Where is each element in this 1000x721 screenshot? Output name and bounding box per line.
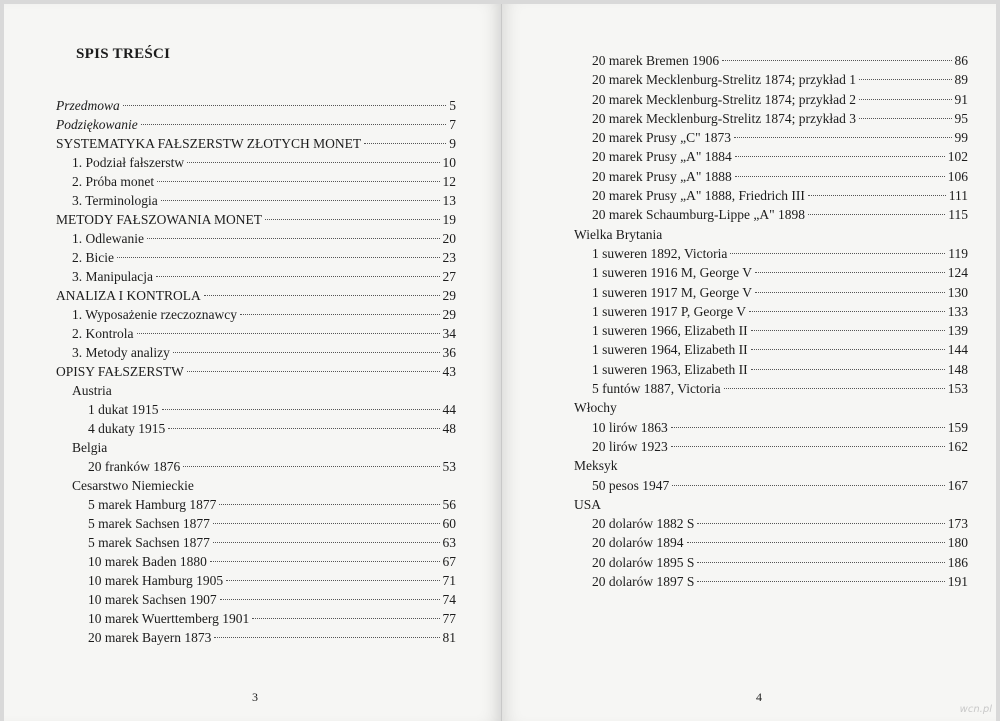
toc-entry-page: 74 [442,592,456,607]
dot-leader [226,580,439,581]
toc-entry-title: 20 dolarów 1897 S [592,574,695,590]
toc-entry-page: 44 [442,402,456,417]
toc-entry-page: 12 [442,174,456,189]
toc-entry-title: METODY FAŁSZOWANIA MONET [56,212,262,227]
toc-entry-title: Cesarstwo Niemieckie [72,478,194,493]
toc-entry-title: 1 suweren 1963, Elizabeth II [592,361,748,377]
dot-leader [697,581,944,582]
toc-entry [56,459,456,478]
toc-entry-page: 99 [954,130,968,146]
toc-entry [574,92,968,111]
toc-entry [574,400,968,419]
dot-leader [219,504,439,505]
toc-entry-page: 48 [442,421,456,436]
toc-entry-page: 115 [948,207,968,223]
toc-entry [56,231,456,250]
dot-leader [751,349,945,350]
toc-entry-page: 27 [442,269,456,284]
toc-entry [56,497,456,516]
toc-entry [574,207,968,226]
toc-entry-title: 1 suweren 1917 P, George V [592,303,746,319]
dot-leader [137,333,440,334]
dot-leader [162,409,440,410]
toc-entry [574,420,968,439]
toc-entry [574,362,968,381]
dot-leader [117,257,440,258]
dot-leader [735,156,945,157]
dot-leader [734,137,952,138]
toc-entry-title: 20 dolarów 1894 [592,535,684,551]
dot-leader [749,311,945,312]
toc-entry-title: 1 dukat 1915 [88,402,159,417]
toc-entry-title: Przedmowa [56,98,120,113]
toc-heading: SPIS TREŚCI [76,46,171,62]
dot-leader [157,181,439,182]
toc-entry-title: 20 dolarów 1882 S [592,516,695,532]
dot-leader [687,542,945,543]
toc-entry [56,535,456,554]
dot-leader [156,276,440,277]
toc-entry-page: 102 [947,149,968,165]
toc-entry-page: 7 [449,117,456,132]
toc-entry [574,516,968,535]
toc-entry-title: 1 suweren 1916 M, George V [592,265,752,281]
toc-entry-page: 13 [442,193,456,208]
toc-entry-page: 77 [442,611,456,626]
toc-entry-title: 1. Odlewanie [72,231,144,246]
toc-entry-page: 111 [948,188,968,204]
dot-leader [751,330,945,331]
toc-entry-title: 1 suweren 1917 M, George V [592,284,752,300]
toc-entry [56,174,456,193]
toc-entry-page: 186 [947,554,968,570]
toc-entry-page: 60 [442,516,456,531]
toc-entry [56,155,456,174]
toc-entry-page: 95 [954,110,968,126]
dot-leader [755,292,945,293]
toc-entry-page: 148 [947,361,968,377]
toc-entry-title: 3. Metody analizy [72,345,170,360]
toc-entry [574,265,968,284]
toc-entry-page: 71 [442,573,456,588]
toc-entry [574,130,968,149]
toc-entry [574,285,968,304]
toc-entry-title: 1 suweren 1966, Elizabeth II [592,323,748,339]
watermark: wcn.pl [959,704,992,715]
toc-entry-title: 2. Bicie [72,250,114,265]
toc-entry-title: 2. Kontrola [72,326,134,341]
toc-list-left [56,98,456,649]
page-number-right: 4 [756,690,762,704]
toc-entry [56,212,456,231]
toc-entry [574,555,968,574]
toc-entry [56,440,456,459]
toc-entry-title: 1 suweren 1892, Victoria [592,245,728,261]
toc-entry [56,478,456,497]
dot-leader [168,428,439,429]
dot-leader [859,118,951,119]
toc-entry [56,136,456,155]
toc-entry-title: 4 dukaty 1915 [88,421,166,436]
toc-entry-page: 130 [947,284,968,300]
toc-entry-title: 20 marek Prusy „A" 1884 [592,149,732,165]
toc-entry-page: 139 [947,323,968,339]
toc-entry [56,516,456,535]
dot-leader [141,124,447,125]
dot-leader [859,99,951,100]
toc-entry-page: 106 [947,168,968,184]
dot-leader [214,637,439,638]
toc-entry [56,383,456,402]
toc-entry-page: 153 [947,381,968,397]
dot-leader [240,314,440,315]
toc-entry-page: 19 [442,212,456,227]
toc-entry [574,458,968,477]
dot-leader [187,371,440,372]
toc-entry-page: 159 [947,419,968,435]
dot-leader [697,562,944,563]
toc-entry-title: 20 lirów 1923 [592,438,668,454]
toc-entry-title: Podziękowanie [56,117,138,132]
toc-entry-page: 180 [947,535,968,551]
toc-entry [574,149,968,168]
toc-entry-title: 20 dolarów 1895 S [592,554,695,570]
toc-entry-title: 1. Podział fałszerstw [72,155,185,170]
toc-list-right [574,53,968,593]
left-page [4,4,502,721]
dot-leader [173,352,440,353]
toc-entry-title: 20 franków 1876 [88,459,181,474]
dot-leader [671,446,945,447]
toc-entry-title: 20 marek Mecklenburg-Strelitz 1874; przykład 3 [592,110,857,126]
toc-entry [574,188,968,207]
toc-entry-page: 10 [442,155,456,170]
toc-entry-title: 20 marek Prusy „A" 1888, Friedrich III [592,188,805,204]
toc-entry-title: 20 marek Bayern 1873 [88,630,212,645]
dot-leader [364,143,446,144]
toc-entry-page: 124 [947,265,968,281]
toc-entry [574,111,968,130]
toc-entry [56,345,456,364]
toc-entry [574,478,968,497]
dot-leader [220,599,440,600]
dot-leader [204,295,440,296]
toc-entry-page: 91 [954,91,968,107]
right-page [502,4,996,721]
toc-entry-title: Belgia [72,440,108,455]
toc-entry-title: 20 marek Schaumburg-Lippe „A" 1898 [592,207,805,223]
toc-entry-title: 3. Terminologia [72,193,158,208]
toc-entry [574,246,968,265]
dot-leader [751,369,945,370]
toc-entry-page: 173 [947,516,968,532]
toc-entry [56,364,456,383]
dot-leader [213,542,440,543]
toc-entry-page: 34 [442,326,456,341]
dot-leader [697,523,944,524]
toc-entry-title: 10 marek Sachsen 1907 [88,592,217,607]
toc-entry-page: 119 [948,245,968,261]
toc-entry [56,421,456,440]
toc-entry-page: 36 [442,345,456,360]
toc-entry-title: OPISY FAŁSZERSTW [56,364,184,379]
toc-entry [56,630,456,649]
toc-entry [574,323,968,342]
dot-leader [672,485,945,486]
toc-entry [574,72,968,91]
toc-entry [574,227,968,246]
dot-leader [161,200,440,201]
toc-entry [574,439,968,458]
toc-entry-title: 10 marek Baden 1880 [88,554,207,569]
toc-entry [56,554,456,573]
toc-entry-page: 86 [954,53,968,68]
toc-entry-title: ANALIZA I KONTROLA [56,288,201,303]
toc-entry-title: 5 marek Hamburg 1877 [88,497,217,512]
toc-entry-title: 20 marek Prusy „C" 1873 [592,130,731,146]
dot-leader [755,272,945,273]
toc-entry-page: 162 [947,438,968,454]
toc-entry [56,307,456,326]
toc-entry-title: 3. Manipulacja [72,269,153,284]
toc-entry-page: 81 [442,630,456,645]
toc-entry-page: 29 [442,307,456,322]
toc-entry [56,611,456,630]
toc-entry-title: SYSTEMATYKA FAŁSZERSTW ZŁOTYCH MONET [56,136,362,151]
toc-entry-title: 10 marek Wuerttemberg 1901 [88,611,250,626]
page-number-left: 3 [252,690,258,704]
toc-entry-page: 133 [947,303,968,319]
toc-entry-title: 50 pesos 1947 [592,477,670,493]
toc-entry [56,402,456,421]
dot-leader [808,195,946,196]
toc-entry-title: USA [574,496,602,512]
toc-entry [56,573,456,592]
toc-entry [574,304,968,323]
toc-entry-page: 63 [442,535,456,550]
toc-entry [574,381,968,400]
dot-leader [147,238,440,239]
toc-entry-page: 29 [442,288,456,303]
toc-entry [56,117,456,136]
toc-entry [56,326,456,345]
toc-entry-title: Wielka Brytania [574,226,663,242]
dot-leader [265,219,440,220]
toc-entry [56,592,456,611]
toc-entry-title: 20 marek Prusy „A" 1888 [592,168,732,184]
toc-entry-page: 9 [449,136,456,151]
toc-entry [574,169,968,188]
toc-entry-title: 10 lirów 1863 [592,419,668,435]
toc-entry-title: 1 suweren 1964, Elizabeth II [592,342,748,358]
toc-entry-title: 2. Próba monet [72,174,155,189]
toc-entry [574,53,968,72]
dot-leader [183,466,439,467]
toc-entry-title: Meksyk [574,458,618,474]
toc-entry-page: 89 [954,72,968,88]
dot-leader [210,561,440,562]
toc-entry-title: Austria [72,383,112,398]
toc-entry-title: 5 marek Sachsen 1877 [88,535,210,550]
toc-entry-title: 20 marek Bremen 1906 [592,53,720,68]
toc-entry-title: 5 marek Sachsen 1877 [88,516,210,531]
dot-leader [724,388,945,389]
dot-leader [722,60,951,61]
toc-entry-page: 191 [947,574,968,590]
dot-leader [187,162,439,163]
dot-leader [730,253,945,254]
toc-entry-page: 53 [442,459,456,474]
toc-entry-page: 20 [442,231,456,246]
dot-leader [671,427,945,428]
dot-leader [859,79,951,80]
toc-entry [574,535,968,554]
toc-entry-page: 144 [947,342,968,358]
dot-leader [123,105,447,106]
toc-entry-page: 5 [449,98,456,113]
toc-entry [574,574,968,593]
toc-entry [56,98,456,117]
toc-entry [56,288,456,307]
dot-leader [252,618,439,619]
dot-leader [735,176,945,177]
toc-entry-page: 56 [442,497,456,512]
toc-entry-title: 20 marek Mecklenburg-Strelitz 1874; przykład 2 [592,91,857,107]
toc-entry-page: 43 [442,364,456,379]
toc-entry [56,250,456,269]
toc-entry-page: 23 [442,250,456,265]
toc-entry-title: 1. Wyposażenie rzeczoznawcy [72,307,237,322]
toc-entry-title: 20 marek Mecklenburg-Strelitz 1874; przykład 1 [592,72,857,88]
toc-entry [574,497,968,516]
toc-entry [56,193,456,212]
toc-entry-page: 167 [947,477,968,493]
toc-entry [574,342,968,361]
toc-entry-title: Włochy [574,400,617,416]
toc-entry-page: 67 [442,554,456,569]
toc-entry-title: 5 funtów 1887, Victoria [592,381,721,397]
toc-entry-title: 10 marek Hamburg 1905 [88,573,224,588]
dot-leader [808,214,945,215]
dot-leader [213,523,440,524]
toc-entry [56,269,456,288]
